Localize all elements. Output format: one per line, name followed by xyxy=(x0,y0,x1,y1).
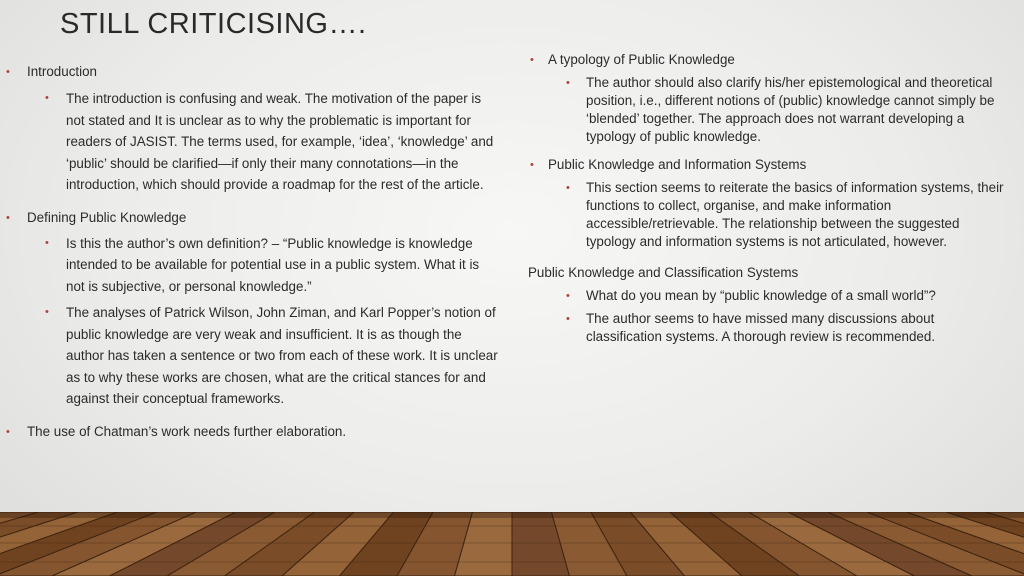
bullet-classification-review: • The author seems to have missed many discussions about classification systems. A thorough review is recommended. xyxy=(520,310,1010,346)
wooden-floor xyxy=(0,512,1024,576)
right-column xyxy=(520,46,1010,346)
bullet-information-systems-text: • This section seems to reiterate the basics of information systems, their functions to collect, organise, and make information accessible/retrievable. The relationship between the suggested typology and information systems is not articulated, however. xyxy=(520,179,1010,251)
bullet-information-systems: • Public Knowledge and Information Systems xyxy=(520,155,1010,175)
bullet-introduction-text: • The introduction is confusing and weak. The motivation of the paper is not stated and It is unclear as to why the problematic is important for readers of JASIST. The terms used, for example, ‘idea’, ‘knowledge’ and ‘public’ should be clarified—if only their many connotations—in the introduction, which should provide a roadmap for the rest of the article. xyxy=(0,88,500,196)
bullet-small-world-question: • What do you mean by “public knowledge of a small world”? xyxy=(520,287,1010,305)
bullet-typology-text: • The author should also clarify his/her epistemological and theoretical position, i.e., different notions of (public) knowledge cannot simply be ‘blended’ together. The approach does not warrant developing a typology of public knowledge. xyxy=(520,74,1010,146)
bullet-chatman: • The use of Chatman’s work needs further elaboration. xyxy=(0,422,500,442)
bullet-analyses-critique: • The analyses of Patrick Wilson, John Ziman, and Karl Popper’s notion of public knowledge are very weak and insufficient. It is as though the author has taken a sentence or two from each of these work. It is unclear as to why these works are chosen, what are the critical stances for and against their conceptual frameworks. xyxy=(0,302,500,410)
heading-classification-systems: Public Knowledge and Classification Systems xyxy=(528,265,799,280)
floor-shadow xyxy=(0,512,1024,518)
bullet-typology: • A typology of Public Knowledge xyxy=(520,50,1010,70)
left-column xyxy=(0,58,500,442)
slide-title: STILL CRITICISING…. xyxy=(60,8,367,40)
bullet-definition-question: • Is this the author’s own definition? – “Public knowledge is knowledge intended to be available for potential use in a public system. What it is not is subjective, or personal knowledge.” xyxy=(0,233,500,298)
bullet-introduction: • Introduction xyxy=(0,62,500,82)
wooden-floor-planks xyxy=(0,512,1024,576)
bullet-defining-public-knowledge: • Defining Public Knowledge xyxy=(0,208,500,228)
